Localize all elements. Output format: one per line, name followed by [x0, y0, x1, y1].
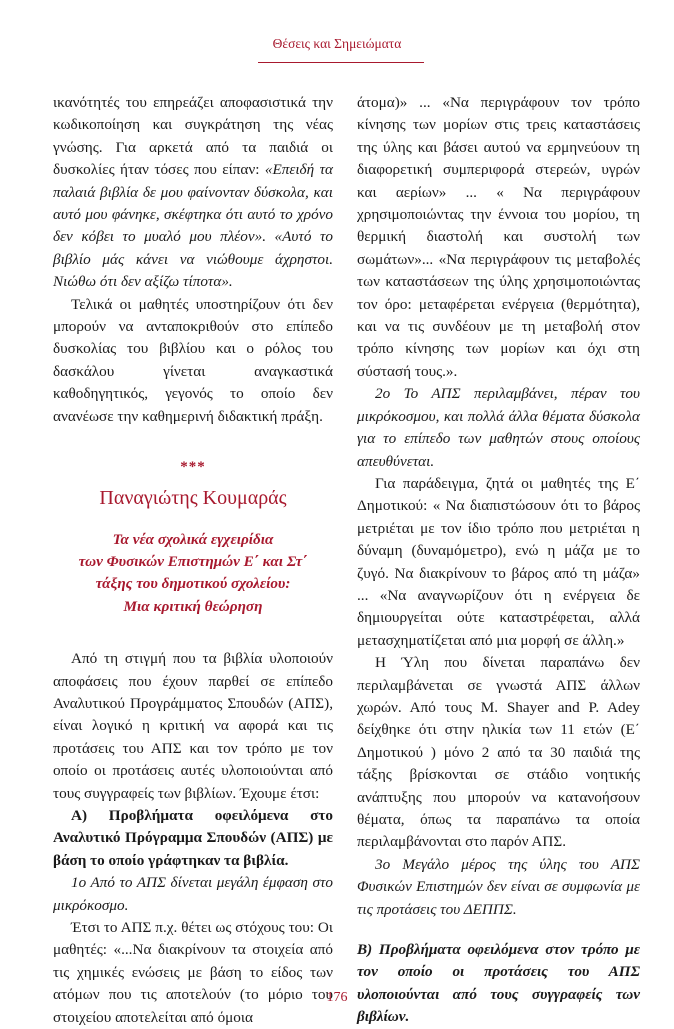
running-head: Θέσεις και Σημειώματα	[272, 36, 402, 51]
article-title-line-4: Μια κριτική θεώρηση	[123, 597, 263, 615]
article-title	[53, 529, 333, 619]
page-number: 176	[326, 990, 348, 1005]
section-heading-a: Α) Προβλήματα οφειλόμενα στο Αναλυτικό Πρόγραμμα Σπουδών (ΑΠΣ) με βάση το οποίο γράφτηκαν τα βιβλία.	[53, 806, 333, 869]
point-1: 1ο Από το ΑΠΣ δίνεται μεγάλη έμφαση στο μικρόκοσμο.	[53, 874, 333, 914]
student-quote: «Επειδή τα παλαιά βιβλία δε μου φαίνονταν δύσκολα, και αυτό μου φάνηκε, σκέφτηκα ότι αυτό το χρόνο δεν κόβει το μυαλό μου πλέον». «Αυτό το βιβλίο μάς κάνει να νιώθουμε άχρηστοι. Νιώθω ότι δεν αξίζω τίποτα».	[53, 161, 333, 291]
point-3: 3ο Μεγάλο μέρος της ύλης του ΑΠΣ Φυσικών Επιστημών δεν είναι σε συμφωνία με τις προτάσεις του ΔΕΠΠΣ.	[357, 855, 640, 918]
article-title-line-1: Τα νέα σχολικά εγχειρίδια	[112, 530, 274, 548]
right-column	[357, 92, 640, 1029]
left-paragraph-1	[53, 92, 333, 294]
article-title-line-3: τάξης του δημοτικού σχολείου:	[95, 575, 291, 593]
left-paragraph-2: Τελικά οι μαθητές υποστηρίζουν ότι δεν μπορούν να ανταποκριθούν στο επίπεδο δυσκολίας του βιβλίου και ο ρόλος του δασκάλου γίνεται αναγκαστικά καθοδηγητικός, γεγονός το οποίο δεν ανανέωσε την καθημερινή διδακτική πράξη.	[53, 295, 333, 425]
section-heading-b: Β) Προβλήματα οφειλόμενα στον τρόπο με τον οποίο οι προτάσεις του ΑΠΣ υλοποιούνται από τους συγγραφείς των βιβλίων.	[357, 941, 640, 1026]
section-separator: ***	[180, 459, 206, 476]
left-paragraph-4: Έτσι το ΑΠΣ π.χ. θέτει ως στόχους του: Οι μαθητές: «...Να διακρίνουν τα στοιχεία από τις χημικές ενώσεις με βάση το είδος των ατόμων που τις αποτελούν (το μόριο του στοιχείου αποτελείται από όμοια	[53, 919, 333, 1026]
point-2: 2ο Το ΑΠΣ περιλαμβάνει, πέραν του μικρόκοσμου, και πολλά άλλα θέματα δύσκολα για το επίπεδο των μαθητών στους οποίους απευθύνεται.	[357, 385, 640, 470]
article-title-line-2: των Φυσικών Επιστημών Ε΄ και Στ΄	[78, 552, 308, 570]
running-head-rule	[258, 62, 424, 63]
author-name: Παναγιώτης Κουμαράς	[99, 486, 287, 509]
left-column	[53, 92, 333, 1029]
right-paragraph-1: άτομα)» ... «Να περιγράφουν τον τρόπο κίνησης των μορίων στις τρεις καταστάσεις της ύλης και βάσει αυτού να ερμηνεύουν τη διαφορετική συμπεριφορά στερεών, υγρών και αερίων» ... « Να περιγράφουν χρησιμοποιώντας την έννοια του μορίου, τη θερμική διαστολή και συστολή των σωμάτων»... «Να περιγράφουν τις μεταβολές των καταστάσεων της ύλης χρησιμοποιώντας τον όρο: μεταφέρεται ενέργεια (θερμότητα), και να τις συνδέουν με τη μεταβολή στον τρόπο κίνησης των μορίων και όχι στη σύστασή τους.».	[357, 94, 640, 380]
right-paragraph-3: Η Ύλη που δίνεται παραπάνω δεν περιλαμβάνεται σε γνωστά ΑΠΣ άλλων χωρών. Από τους M. Shayer and P. Adey δείχθηκε ότι στην ηλικία των 11 ετών (Ε΄ Δημοτικού ) μόνο 2 από τα 30 παιδιά της τάξης βρίσκονται σε στάδιο νοητικής ανάπτυξης που μπορούν να κατανοήσουν θέματα, όπως τα παραπάνω τα οποία περιλαμβάνονται στο παρόν ΑΠΣ.	[357, 654, 640, 851]
left-paragraph-1-text: ικανότητές του επηρεάζει αποφασιστικά την κωδικοποίηση και συγκράτηση της νέας γνώσης. Για αρκετά από τα παιδιά οι δυσκολίες ήταν τόσες που είπαν:	[53, 94, 333, 179]
right-paragraph-2: Για παράδειγμα, ζητά οι μαθητές της Ε΄ Δημοτικού: « Να διαπιστώσουν ότι το βάρος μετριέται με τον ίδιο τρόπο που μετριέται η δύναμη (δυναμόμετρο), ενώ η μάζα με το ζυγό. Να διακρίνουν το βάρος από τη μάζα» ... «Να αναγνωρίζουν ότι η ενέργεια δε δημιουργείται ούτε καταστρέφεται, αλλά μετασχηματίζεται από μια μορφή σε άλλη.»	[357, 474, 640, 649]
intro-paragraph: Από τη στιγμή που τα βιβλία υλοποιούν αποφάσεις που έχουν παρθεί σε επίπεδο Αναλυτικού Προγράμματος Σπουδών (ΑΠΣ), είναι λογικό η κριτική να αφορά και τις προτάσεις του ΑΠΣ και τον τρόπο με τον οποίο οι προτάσεις αυτές υλοποιούνται από τους συγγραφείς των βιβλίων. Έχουμε έτσι:	[53, 650, 333, 802]
